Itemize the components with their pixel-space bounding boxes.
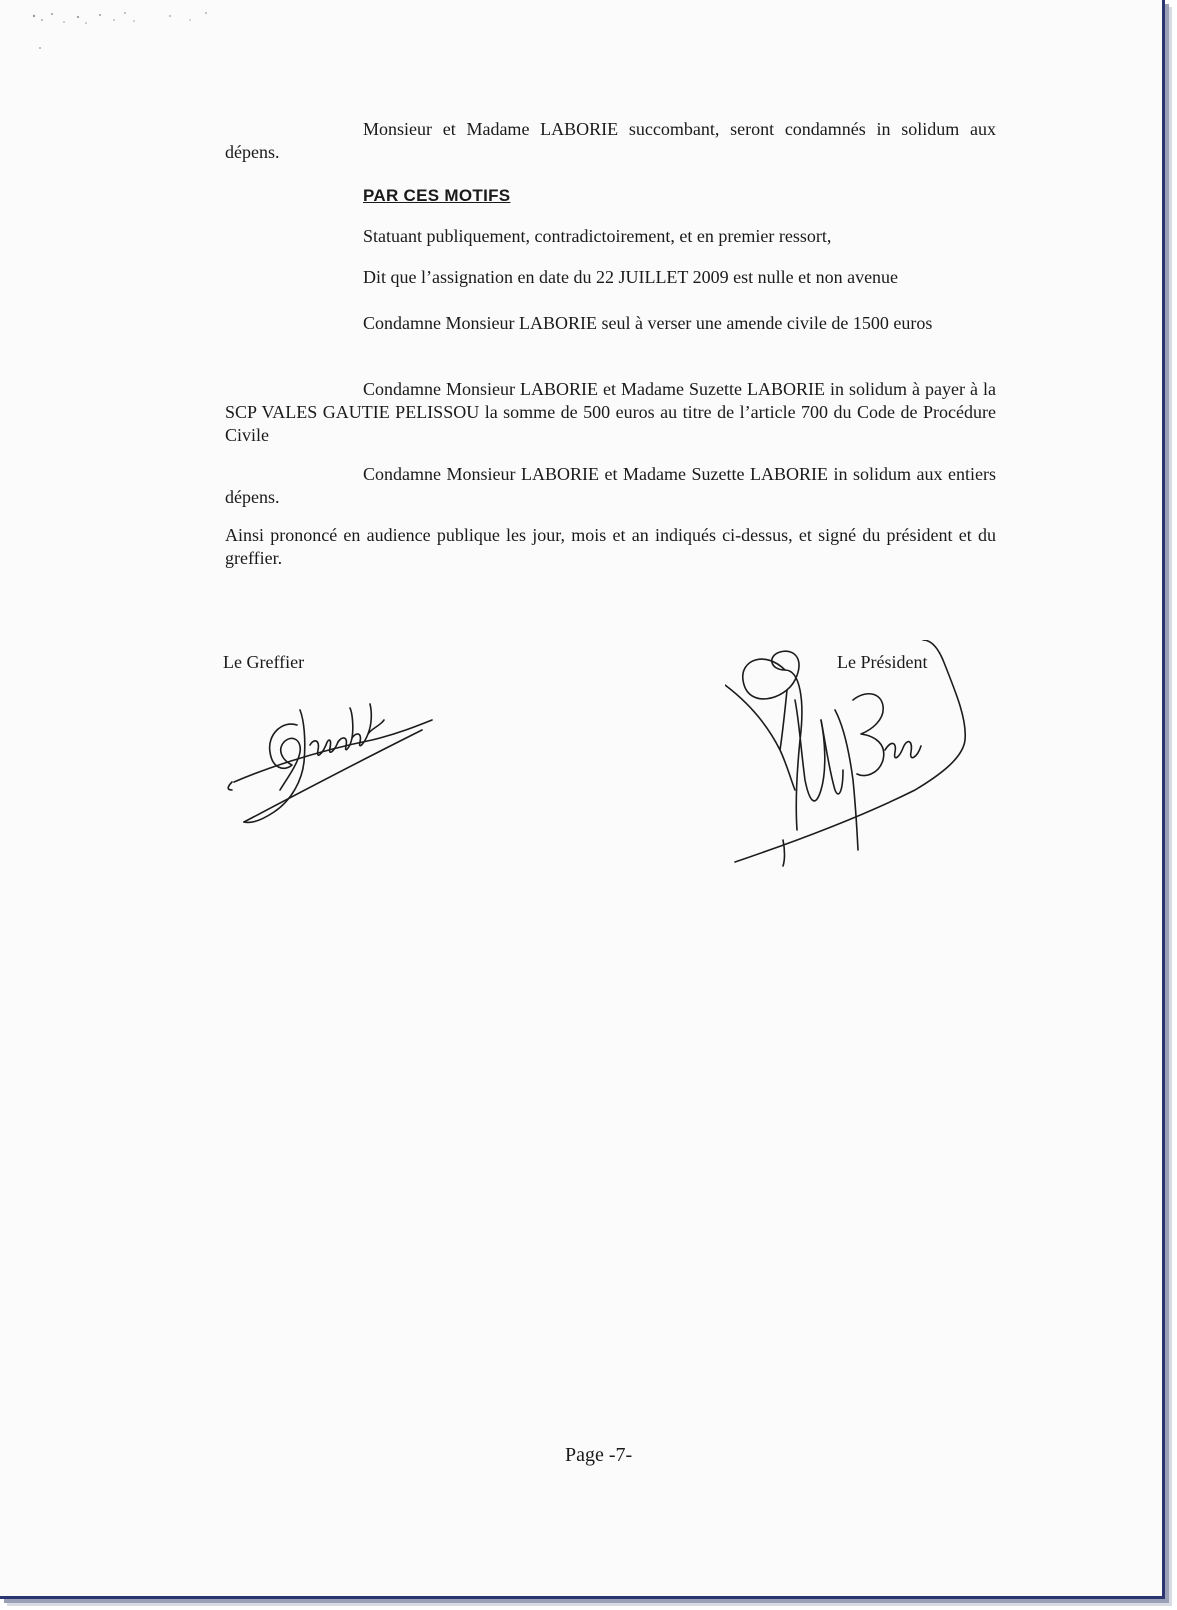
section-heading: PAR CES MOTIFS [363,186,511,205]
paragraph-assignation: Dit que l’assignation en date du 22 JUILLET 2009 est nulle et non avenue [363,267,899,287]
paragraph-entiers-depens: Condamne Monsieur LABORIE et Madame Suzette LABORIE in solidum aux entiers dépens. [225,464,996,507]
paragraph-statuant: Statuant publiquement, contradictoirement, et en premier ressort, [363,226,832,246]
paragraph-depens: Monsieur et Madame LABORIE succombant, seront condamnés in solidum aux dépens. [225,119,996,162]
president-label: Le Président [837,652,928,672]
page-number: Page -7- [565,1444,633,1466]
president-signature [725,640,975,870]
paragraph-prononce: Ainsi prononcé en audience publique les jour, mois et an indiqués ci-dessus, et signé du président et du greffier. [225,525,996,568]
greffier-label: Le Greffier [223,652,305,672]
greffier-signature [222,690,452,850]
paragraph-article-700: Condamne Monsieur LABORIE et Madame Suzette LABORIE in solidum à payer à la SCP VALES GAUTIE PELISSOU la somme de 500 euros au titre de l’article 700 du Code de Procédure Civile [225,379,996,445]
paragraph-amende: Condamne Monsieur LABORIE seul à verser une amende civile de 1500 euros [363,313,933,333]
scan-specks [30,8,230,58]
